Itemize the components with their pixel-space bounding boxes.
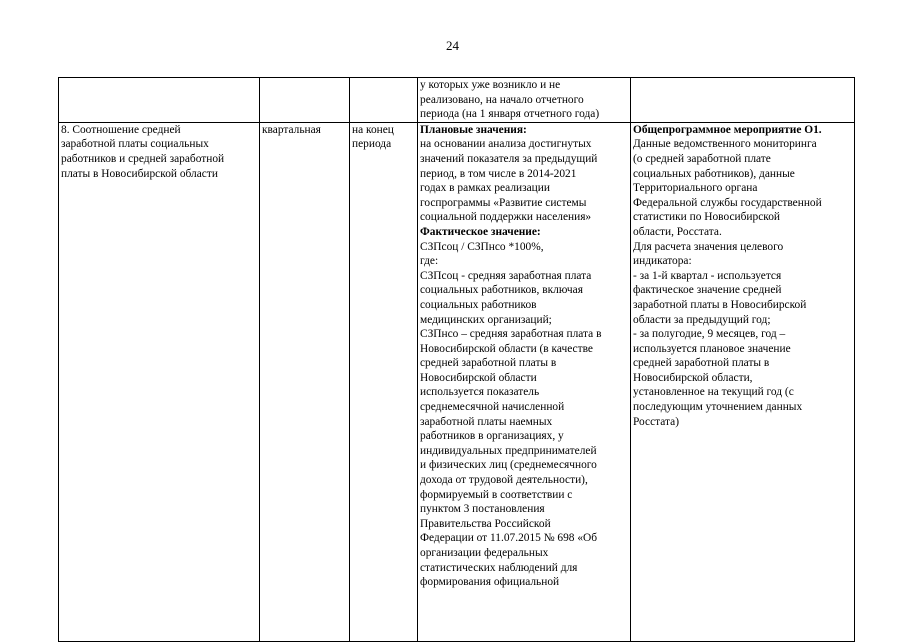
- text-line: социальных работников), данные: [633, 167, 795, 180]
- text-line: на основании анализа достигнутых: [420, 138, 592, 151]
- text-line: используется показатель: [420, 386, 540, 399]
- actual-text: [420, 240, 628, 590]
- text-line: установленное на текущий год (с: [633, 386, 794, 399]
- text-line: Правительства Российской: [420, 517, 551, 530]
- text-line: организации федеральных: [420, 547, 549, 559]
- text-line: и физических лиц (среднемесячного: [420, 459, 597, 472]
- text-line: СЗПсоц - средняя заработная плата: [420, 269, 592, 282]
- source-text: [633, 137, 852, 429]
- text-line: социальных работников, включая: [420, 284, 583, 297]
- text-line: платы в Новосибирской области: [61, 167, 218, 180]
- text-line: где:: [420, 255, 439, 268]
- text-line: реализовано, на начало отчетного: [420, 93, 584, 106]
- cell-empty-source: [631, 78, 855, 123]
- timing-text: [352, 123, 415, 152]
- continuation-lines: [420, 78, 628, 122]
- cell-calculation-method: [418, 122, 631, 641]
- text-line: Новосибирской области,: [633, 371, 753, 384]
- text-line: заработной платы социальных: [61, 138, 209, 151]
- text-line: последующим уточнением данных: [633, 401, 803, 414]
- cell-timing: [350, 122, 418, 641]
- text-line: Новосибирской области: [420, 371, 537, 384]
- text-line: заработной платы наемных: [420, 415, 553, 428]
- text-line: фактическое значение средней: [633, 284, 782, 297]
- text-line: формируемый в соответствии с: [420, 488, 573, 501]
- cell-empty-periodicity: [260, 78, 350, 123]
- text-line: средней заработной платы в: [420, 357, 557, 370]
- text-line: области за предыдущий год;: [633, 313, 771, 326]
- indicator-name: [61, 123, 257, 181]
- text-line: социальной поддержки населения»: [420, 211, 592, 224]
- indicator-table: [58, 77, 855, 642]
- text-line: пунктом 3 постановления: [420, 503, 545, 516]
- text-line: значений показателя за предыдущий: [420, 152, 598, 165]
- text-line: СЗПсоц / СЗПнсо *100%,: [420, 240, 544, 253]
- text-line: используется плановое значение: [633, 342, 791, 355]
- text-line: годах в рамках реализации: [420, 182, 550, 195]
- cell-periodicity: [260, 122, 350, 641]
- text-line: индивидуальных предпринимателей: [420, 444, 597, 457]
- text-line: период, в том числе в 2014-2021: [420, 167, 577, 180]
- text-line: статистических наблюдений для: [420, 561, 578, 574]
- page-number: 24: [446, 38, 459, 53]
- table-row-continuation: [59, 78, 855, 123]
- planned-text: [420, 137, 628, 225]
- actual-heading: Фактическое значение:: [420, 225, 541, 238]
- text-line: Федеральной службы государственной: [633, 196, 822, 209]
- text-line: у которых уже возникло и не: [420, 79, 561, 91]
- text-line: периода: [352, 138, 392, 151]
- text-line: дохода от трудовой деятельности),: [420, 474, 588, 487]
- cell-indicator-name: [59, 122, 260, 641]
- periodicity-text: квартальная: [262, 123, 321, 136]
- table-row-indicator-8: [59, 122, 855, 641]
- text-line: индикатора:: [633, 255, 692, 268]
- text-line: Новосибирской области (в качестве: [420, 342, 593, 355]
- text-line: среднемесячной начисленной: [420, 401, 565, 414]
- text-line: (о средней заработной плате: [633, 152, 771, 165]
- cell-empty-name: [59, 78, 260, 123]
- text-line: работников в организациях, у: [420, 430, 564, 443]
- text-line: области, Росстата.: [633, 225, 722, 238]
- text-line: СЗПнсо – средняя заработная плата в: [420, 328, 602, 341]
- text-line: медицинских организаций;: [420, 313, 552, 326]
- text-line: формирования официальной: [420, 576, 560, 589]
- text-line: заработной платы в Новосибирской: [633, 298, 807, 311]
- text-line: статистики по Новосибирской: [633, 211, 780, 224]
- text-line: Данные ведомственного мониторинга: [633, 138, 817, 151]
- cell-continuation-text: [418, 78, 631, 123]
- text-line: 8. Соотношение средней: [61, 123, 181, 136]
- text-line: Для расчета значения целевого: [633, 240, 784, 253]
- text-line: Росстата): [633, 415, 679, 428]
- planned-heading: Плановые значения:: [420, 123, 527, 136]
- text-line: работников и средней заработной: [61, 152, 225, 165]
- cell-data-source: [631, 122, 855, 641]
- text-line: социальных работников: [420, 298, 537, 311]
- text-line: - за 1-й квартал - используется: [633, 269, 782, 282]
- text-line: периода (на 1 января отчетного года): [420, 108, 600, 121]
- text-line: госпрограммы «Развитие системы: [420, 196, 587, 209]
- source-heading: Общепрограммное мероприятие О1.: [633, 123, 822, 136]
- cell-empty-timing: [350, 78, 418, 123]
- text-line: Федерации от 11.07.2015 № 698 «Об: [420, 532, 598, 545]
- text-line: на конец: [352, 123, 394, 136]
- text-line: - за полугодие, 9 месяцев, год –: [633, 328, 786, 341]
- text-line: средней заработной платы в: [633, 357, 770, 370]
- text-line: Территориального органа: [633, 182, 758, 195]
